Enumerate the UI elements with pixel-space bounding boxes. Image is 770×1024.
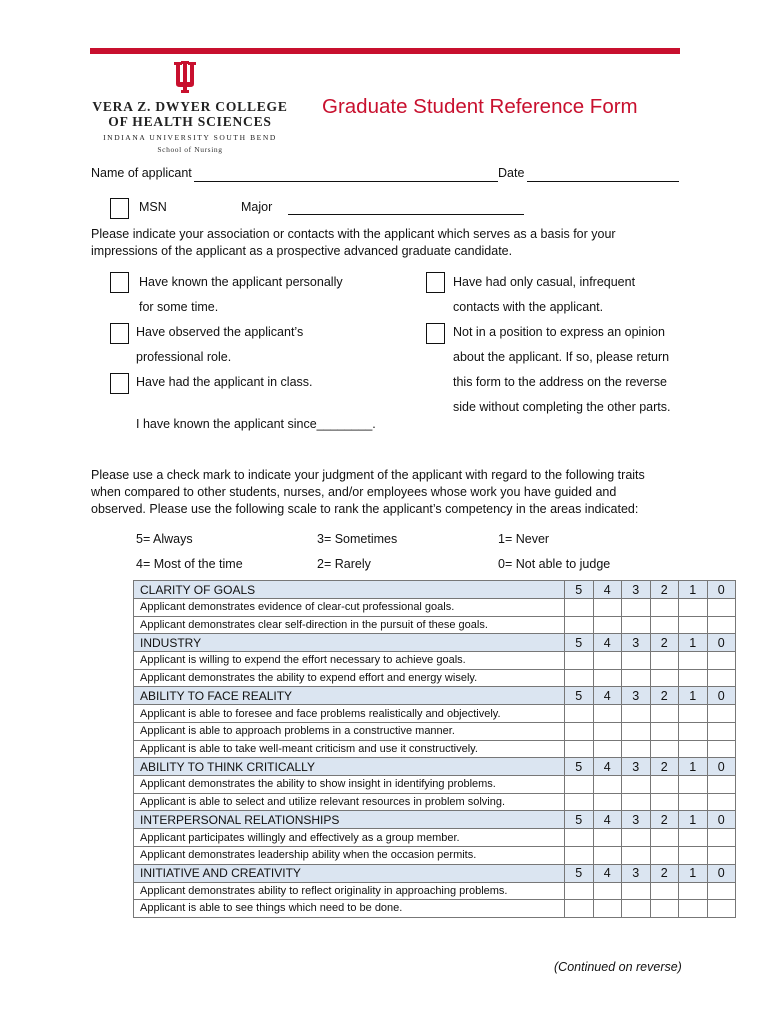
section-header-row — [134, 634, 736, 652]
section-title: INITIATIVE AND CREATIVITY — [134, 864, 565, 882]
criterion-text: Applicant demonstrates clear self-direction in the pursuit of these goals. — [134, 616, 565, 634]
rating-label-0: 0 — [707, 687, 736, 705]
section-header-row — [134, 687, 736, 705]
table-row — [134, 846, 736, 864]
rating-cell-5[interactable] — [565, 829, 594, 847]
section-title: CLARITY OF GOALS — [134, 581, 565, 599]
section-header-row — [134, 581, 736, 599]
rating-label-4: 4 — [593, 864, 622, 882]
rating-cell-2[interactable] — [650, 846, 679, 864]
criterion-text: Applicant is able to approach problems in a constructive manner. — [134, 722, 565, 740]
rating-label-3: 3 — [622, 758, 651, 776]
trident-logo-icon — [170, 60, 200, 94]
scale-rarely: 2= Rarely — [317, 557, 371, 571]
table-row — [134, 900, 736, 918]
name-label: Name of applicant — [91, 166, 192, 180]
rating-cell-5[interactable] — [565, 669, 594, 687]
rating-cell-3[interactable] — [622, 776, 651, 794]
rating-cell-4[interactable] — [593, 740, 622, 758]
rating-label-4: 4 — [593, 811, 622, 829]
msn-checkbox[interactable] — [110, 198, 129, 219]
rating-label-3: 3 — [622, 864, 651, 882]
rating-label-1: 1 — [679, 864, 708, 882]
rating-cell-2[interactable] — [650, 793, 679, 811]
rating-cell-4[interactable] — [593, 829, 622, 847]
rating-cell-4[interactable] — [593, 776, 622, 794]
rating-label-0: 0 — [707, 634, 736, 652]
rating-label-2: 2 — [650, 811, 679, 829]
table-row — [134, 652, 736, 670]
option-no-opinion-line3: this form to the address on the reverse — [453, 375, 667, 389]
option-observed-role-line1: Have observed the applicant’s — [136, 325, 304, 339]
criterion-text: Applicant demonstrates the ability to expend effort and energy wisely. — [134, 669, 565, 687]
rating-table — [133, 580, 736, 918]
rating-cell-5[interactable] — [565, 599, 594, 617]
option-known-personally-checkbox[interactable] — [110, 272, 129, 293]
university-name: INDIANA UNIVERSITY SOUTH BEND — [103, 133, 277, 142]
rating-cell-3[interactable] — [622, 616, 651, 634]
rating-cell-2[interactable] — [650, 829, 679, 847]
rating-label-3: 3 — [622, 581, 651, 599]
option-casual-contact-line2: contacts with the applicant. — [453, 300, 604, 314]
section-title: INDUSTRY — [134, 634, 565, 652]
rating-cell-4[interactable] — [593, 652, 622, 670]
rating-cell-1[interactable] — [679, 705, 708, 723]
criterion-text: Applicant demonstrates ability to reflect originality in approaching problems. — [134, 882, 565, 900]
rating-cell-0[interactable] — [707, 846, 736, 864]
rating-cell-2[interactable] — [650, 599, 679, 617]
rating-cell-1[interactable] — [679, 829, 708, 847]
scale-most-of-the-time: 4= Most of the time — [136, 557, 243, 571]
rating-cell-1[interactable] — [679, 599, 708, 617]
rating-label-0: 0 — [707, 581, 736, 599]
option-no-opinion-checkbox[interactable] — [426, 323, 445, 344]
rating-cell-5[interactable] — [565, 652, 594, 670]
rating-cell-3[interactable] — [622, 705, 651, 723]
msn-label: MSN — [139, 200, 167, 214]
rating-label-0: 0 — [707, 864, 736, 882]
rating-label-1: 1 — [679, 811, 708, 829]
known-since-label: I have known the applicant since________. — [136, 417, 376, 431]
table-row — [134, 705, 736, 723]
rating-cell-5[interactable] — [565, 776, 594, 794]
rating-cell-5[interactable] — [565, 900, 594, 918]
college-name-line2: OF HEALTH SCIENCES — [108, 114, 272, 129]
rating-cell-4[interactable] — [593, 616, 622, 634]
table-row — [134, 829, 736, 847]
criterion-text: Applicant is able to select and utilize relevant resources in problem solving. — [134, 793, 565, 811]
rating-cell-0[interactable] — [707, 599, 736, 617]
rating-cell-0[interactable] — [707, 740, 736, 758]
rating-label-0: 0 — [707, 758, 736, 776]
major-label: Major — [241, 200, 273, 214]
header-red-bar — [90, 48, 680, 54]
rating-cell-2[interactable] — [650, 722, 679, 740]
rating-cell-3[interactable] — [622, 882, 651, 900]
scale-sometimes: 3= Sometimes — [317, 532, 398, 546]
rating-cell-3[interactable] — [622, 740, 651, 758]
rating-cell-4[interactable] — [593, 900, 622, 918]
rating-cell-3[interactable] — [622, 669, 651, 687]
rating-label-5: 5 — [565, 687, 594, 705]
rating-label-2: 2 — [650, 634, 679, 652]
section-header-row — [134, 758, 736, 776]
date-label: Date — [498, 166, 525, 180]
table-row — [134, 740, 736, 758]
criterion-text: Applicant demonstrates leadership ability when the occasion permits. — [134, 846, 565, 864]
rating-label-5: 5 — [565, 758, 594, 776]
rating-cell-0[interactable] — [707, 705, 736, 723]
rating-cell-0[interactable] — [707, 776, 736, 794]
rating-cell-2[interactable] — [650, 705, 679, 723]
rating-cell-3[interactable] — [622, 652, 651, 670]
section-title: ABILITY TO FACE REALITY — [134, 687, 565, 705]
rating-cell-3[interactable] — [622, 599, 651, 617]
option-observed-role-checkbox[interactable] — [110, 323, 129, 344]
option-known-personally-line2: for some time. — [139, 300, 219, 314]
rating-cell-5[interactable] — [565, 882, 594, 900]
rating-cell-3[interactable] — [622, 900, 651, 918]
option-observed-role-line2: professional role. — [136, 350, 232, 364]
rating-cell-3[interactable] — [622, 829, 651, 847]
table-row — [134, 776, 736, 794]
rating-cell-5[interactable] — [565, 705, 594, 723]
criterion-text: Applicant is able to take well-meant criticism and use it constructively. — [134, 740, 565, 758]
scale-always: 5= Always — [136, 532, 193, 546]
rating-cell-2[interactable] — [650, 652, 679, 670]
continued-note: (Continued on reverse) — [554, 960, 682, 974]
table-row — [134, 616, 736, 634]
rating-cell-2[interactable] — [650, 900, 679, 918]
date-input-line[interactable] — [527, 181, 679, 182]
table-row — [134, 599, 736, 617]
option-no-opinion-line4: side without completing the other parts. — [453, 400, 671, 414]
instructions-line2: when compared to other students, nurses, and/or employees whose work you have guided and — [91, 485, 617, 499]
rating-cell-1[interactable] — [679, 846, 708, 864]
rating-cell-4[interactable] — [593, 599, 622, 617]
rating-cell-2[interactable] — [650, 616, 679, 634]
rating-cell-1[interactable] — [679, 776, 708, 794]
criterion-text: Applicant is able to see things which need to be done. — [134, 900, 565, 918]
rating-label-1: 1 — [679, 581, 708, 599]
rating-cell-4[interactable] — [593, 882, 622, 900]
rating-cell-0[interactable] — [707, 722, 736, 740]
rating-cell-5[interactable] — [565, 616, 594, 634]
rating-label-5: 5 — [565, 581, 594, 599]
rating-cell-2[interactable] — [650, 882, 679, 900]
rating-label-3: 3 — [622, 811, 651, 829]
criterion-text: Applicant demonstrates the ability to show insight in identifying problems. — [134, 776, 565, 794]
rating-cell-1[interactable] — [679, 652, 708, 670]
option-known-personally-line1: Have known the applicant personally — [139, 275, 343, 289]
table-row — [134, 882, 736, 900]
rating-cell-5[interactable] — [565, 793, 594, 811]
college-name-line1: VERA Z. DWYER COLLEGE — [92, 99, 288, 114]
scale-never: 1= Never — [498, 532, 550, 546]
rating-cell-1[interactable] — [679, 793, 708, 811]
college-name — [90, 99, 290, 129]
criterion-text: Applicant is able to foresee and face problems realistically and objectively. — [134, 705, 565, 723]
table-row — [134, 722, 736, 740]
rating-label-5: 5 — [565, 864, 594, 882]
rating-cell-2[interactable] — [650, 740, 679, 758]
rating-label-0: 0 — [707, 811, 736, 829]
rating-cell-2[interactable] — [650, 669, 679, 687]
rating-cell-3[interactable] — [622, 793, 651, 811]
rating-cell-4[interactable] — [593, 846, 622, 864]
rating-label-3: 3 — [622, 634, 651, 652]
rating-cell-4[interactable] — [593, 793, 622, 811]
option-in-class-line1: Have had the applicant in class. — [136, 375, 313, 389]
rating-label-1: 1 — [679, 634, 708, 652]
rating-cell-1[interactable] — [679, 882, 708, 900]
rating-label-2: 2 — [650, 581, 679, 599]
rating-label-3: 3 — [622, 687, 651, 705]
rating-cell-3[interactable] — [622, 846, 651, 864]
criterion-text: Applicant demonstrates evidence of clear-cut professional goals. — [134, 599, 565, 617]
rating-cell-1[interactable] — [679, 722, 708, 740]
rating-cell-0[interactable] — [707, 900, 736, 918]
page-title: Graduate Student Reference Form — [322, 95, 638, 118]
criterion-text: Applicant is willing to expend the effort necessary to achieve goals. — [134, 652, 565, 670]
rating-cell-0[interactable] — [707, 829, 736, 847]
association-prompt-line2: impressions of the applicant as a prospective advanced graduate candidate. — [91, 244, 513, 258]
option-no-opinion-line1: Not in a position to express an opinion — [453, 325, 665, 339]
rating-cell-0[interactable] — [707, 793, 736, 811]
rating-label-4: 4 — [593, 758, 622, 776]
option-no-opinion-line2: about the applicant. If so, please return — [453, 350, 670, 364]
rating-cell-3[interactable] — [622, 722, 651, 740]
scale-not-able-to-judge: 0= Not able to judge — [498, 557, 611, 571]
rating-cell-1[interactable] — [679, 740, 708, 758]
criterion-text: Applicant participates willingly and effectively as a group member. — [134, 829, 565, 847]
rating-cell-4[interactable] — [593, 705, 622, 723]
school-name: School of Nursing — [157, 145, 223, 154]
name-input-line[interactable] — [194, 181, 498, 182]
rating-cell-0[interactable] — [707, 652, 736, 670]
rating-cell-4[interactable] — [593, 669, 622, 687]
rating-label-2: 2 — [650, 864, 679, 882]
rating-cell-4[interactable] — [593, 722, 622, 740]
section-header-row — [134, 811, 736, 829]
rating-cell-0[interactable] — [707, 616, 736, 634]
instructions-line1: Please use a check mark to indicate your judgment of the applicant with regard to the following traits — [91, 468, 645, 482]
rating-cell-1[interactable] — [679, 669, 708, 687]
rating-label-4: 4 — [593, 634, 622, 652]
section-title: ABILITY TO THINK CRITICALLY — [134, 758, 565, 776]
option-in-class-checkbox[interactable] — [110, 373, 129, 394]
rating-cell-0[interactable] — [707, 882, 736, 900]
major-input-line[interactable] — [288, 214, 524, 215]
rating-label-2: 2 — [650, 687, 679, 705]
rating-cell-1[interactable] — [679, 616, 708, 634]
table-row — [134, 669, 736, 687]
rating-cell-5[interactable] — [565, 722, 594, 740]
rating-cell-1[interactable] — [679, 900, 708, 918]
section-header-row — [134, 864, 736, 882]
rating-label-1: 1 — [679, 687, 708, 705]
instructions-line3: observed. Please use the following scale to rank the applicant’s competency in the areas indicated: — [91, 502, 639, 516]
rating-cell-2[interactable] — [650, 776, 679, 794]
rating-label-1: 1 — [679, 758, 708, 776]
association-prompt-line1: Please indicate your association or contacts with the applicant which serves as a basis for your — [91, 227, 616, 241]
section-title: INTERPERSONAL RELATIONSHIPS — [134, 811, 565, 829]
rating-cell-5[interactable] — [565, 846, 594, 864]
rating-label-5: 5 — [565, 634, 594, 652]
rating-label-4: 4 — [593, 687, 622, 705]
option-casual-contact-checkbox[interactable] — [426, 272, 445, 293]
rating-label-4: 4 — [593, 581, 622, 599]
option-casual-contact-line1: Have had only casual, infrequent — [453, 275, 636, 289]
rating-label-2: 2 — [650, 758, 679, 776]
rating-cell-5[interactable] — [565, 740, 594, 758]
rating-cell-0[interactable] — [707, 669, 736, 687]
rating-label-5: 5 — [565, 811, 594, 829]
table-row — [134, 793, 736, 811]
